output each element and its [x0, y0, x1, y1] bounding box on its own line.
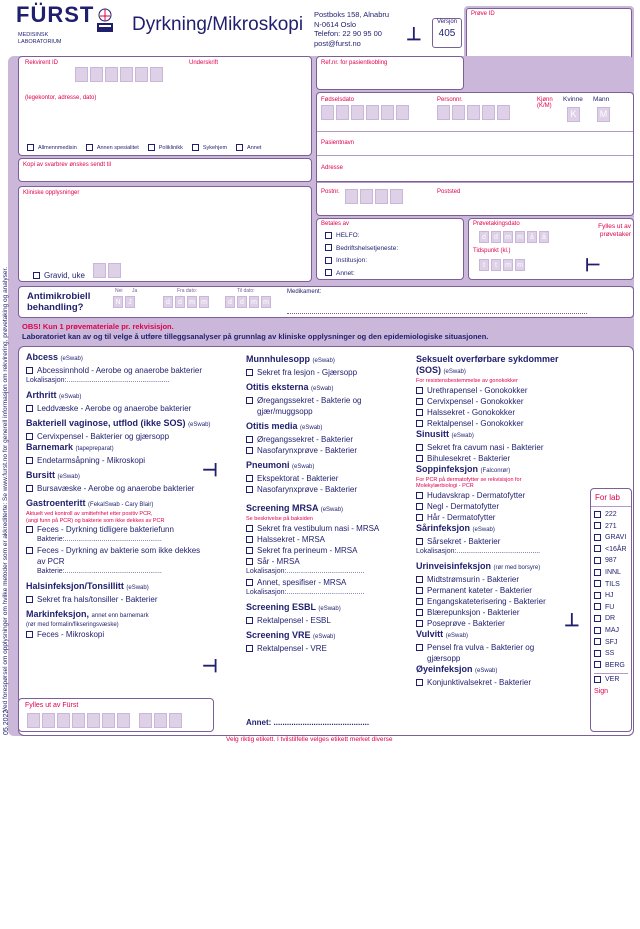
seal-icon	[94, 6, 116, 36]
logo: FÜRST	[16, 2, 95, 27]
notice: OBS! Kun 1 prøvemateriale pr. rekvisisjon. Laboratoriet kan av og til velge å utføre tilleggsanalyser på grunnlag av kliniske opplysninger og den epidemiologiske situasjonen.	[22, 322, 489, 341]
version-box: Versjon 405	[432, 18, 462, 48]
section-esbl: Screening ESBL (eSwab) Rektalpensel - ESBL	[246, 601, 341, 625]
section-sinusitt: Sinusitt (eSwab) Sekret fra cavum nasi - Bakterier Bihulesekret - Bakterier	[416, 428, 544, 463]
section-markinfeksjon: Markinfeksjon, annet enn barnemark (rør med formalin/fikseringsvæske) Feces - Mikroskopi	[26, 609, 149, 639]
tee-mark-icon: ⊣	[202, 460, 218, 480]
header	[0, 0, 640, 60]
payment-other[interactable]: Annet:	[325, 268, 398, 281]
section-vulvitt: Vulvitt (eSwab) Pensel fra vulva - Bakterier og gjærsopp	[416, 628, 535, 663]
section-arthritt: Arthritt (eSwab) Leddvæske - Aerobe og anaerobe bakterier	[26, 390, 192, 413]
section-abcess: Abcess (eSwab) Abcessinnhold - Aerobe og anaerobe bakterier Lokalisasjon:.....................................................	[26, 352, 246, 386]
antimicrobial-box: Antimikrobiell behandling? Nei Ja N J Fra dato: d d m m Til dato: d d m m Medikament:	[18, 286, 634, 318]
column-3	[416, 354, 586, 688]
for-lab-box: For lab 222 271 GRAVI <16ÅR 987 INNL TILS HJ FU DR MAJ SFJ SS BERG VER Sign	[590, 488, 632, 732]
section-halsinfeksjon: Halsinfeksjon/Tonsillitt (eSwab) Sekret fra hals/tonsiller - Bakterier	[26, 581, 158, 604]
section-oyeinfeksjon: Øyeinfeksjon (eSwab) Konjunktivalsekret - Bakterier	[416, 663, 532, 687]
payment-box: Betales av HELFO: Bedriftshelsetjeneste: Institusjon: Annet:	[316, 218, 464, 280]
sampling-time-cells[interactable]: t t m m	[479, 259, 525, 271]
male-box[interactable]: M	[597, 107, 610, 122]
section-sarinfeksjon: Sårinfeksjon (eSwab) Sårsekret - Bakterier Lokalisasjon:...........................................	[416, 522, 541, 555]
lab-address: Postboks 158, Alnabru N-0614 Oslo Telefon: 22 90 95 00 post@furst.no	[314, 10, 390, 48]
patient-box: Fødselsdato Personnr. Kjønn (K/M) Kvinne Mann K M Pasientnavn Adresse	[316, 92, 634, 182]
tee-mark-icon: ⊣	[202, 656, 218, 676]
payment-helfo[interactable]: HELFO:	[325, 230, 398, 243]
dob-cells[interactable]	[321, 105, 409, 120]
other-analysis-field[interactable]: Annet: ...........................................	[246, 718, 370, 727]
section-vre: Screening VRE (eSwab) Rektalpensel - VRE	[246, 629, 336, 653]
date-code: 05.2022	[3, 709, 10, 735]
section-otitis-eksterna: Otitis eksterna (eSwab) Øregangssekret - Bakterie og gjær/muggsopp	[246, 382, 362, 416]
logo-subtitle: MEDISINSK LABORATORIUM	[18, 32, 62, 45]
section-munnhulesopp: Munnhulesopp (eSwab) Sekret fra lesjon - Gjærsopp	[246, 354, 358, 377]
medication-field[interactable]: Medikament:	[287, 289, 322, 295]
postal-box[interactable]: Postnr. Poststed	[316, 182, 634, 216]
sample-id-box[interactable]: Prøve ID	[466, 8, 632, 92]
section-urinvei: Urinveisinfeksjon (rør med borsyre) Midtstrømsurin - Bakterier Permanent kateter - Bakterier Engangskateterisering - Bakterier Blærepunksjon - Bakterier Poseprøve - Bakterier	[416, 560, 546, 628]
tee-mark-icon: ⊢	[585, 255, 601, 275]
payment-institution[interactable]: Institusjon:	[325, 255, 398, 268]
label-note: Velg riktig etikett. I tvilstilfelle velges etikett merket diverse	[226, 736, 393, 743]
filled-by-box: Fylles ut av Fürst	[18, 698, 214, 732]
side-text: Ved forespørsel om opplysninger om hvilke metoder som er akkrediterte: Se www.furst.no for generell informasjon om rekvirering, prøvetaking og analyser.	[2, 266, 9, 712]
check-abcess[interactable]: Abcessinnhold - Aerobe og anaerobe bakterier	[26, 365, 246, 376]
requester-type-options: Allmennmedisin Annen spesialitet Poliklinikk Sykehjem Annet	[27, 144, 261, 151]
sampling-box: Prøvetakingsdato d d m m å å Tidspunkt (kl.) t t m m Fylles ut av prøvetaker ⊢	[468, 218, 634, 280]
antimicrobial-yes-no[interactable]: N J	[113, 296, 135, 308]
page-title: Dyrkning/Mikroskopi	[132, 14, 304, 35]
tee-mark-icon: ⊥	[564, 610, 580, 630]
personnr-cells[interactable]	[437, 105, 510, 120]
section-bursitt: Bursitt (eSwab) Bursavæske - Aerobe og anaerobe bakterier	[26, 470, 195, 493]
section-sos: Seksuelt overførbare sykdommer (SOS) (eSwab) For resistensbestemmelse av gonokokker Urethrapensel - Gonokokker Cervixpensel - Gonokokker Halssekret - Gonokokker Rektalpensel - Gonokokker	[416, 354, 559, 428]
column-2	[246, 354, 416, 654]
tee-mark-icon: ⊥	[406, 24, 422, 44]
section-mrsa: Screening MRSA (eSwab) Se beskrivelse på baksiden Sekret fra vestibulum nasi - MRSA Halssekret - MRSA Sekret fra perineum - MRSA Sår - MRSA Lokalisasjon:........................................ Annet, spesifiser - MRSA Lokalisasjon:........................................	[246, 503, 380, 596]
copy-to-box[interactable]: Kopi av svarbrev ønskes sendt til	[18, 158, 312, 182]
pregnant-option[interactable]: Gravid, uke	[33, 271, 85, 280]
fill-note: Fylles ut av prøvetaker	[598, 223, 631, 238]
section-vaginose: Bakteriell vaginose, utflod (ikke SOS) (eSwab) Cervixpensel - Bakterier og gjærsopp	[26, 418, 211, 441]
payment-company[interactable]: Bedriftshelsetjeneste:	[325, 243, 398, 256]
requester-box[interactable]: Rekvirent ID Underskrift (legekontor, adresse, dato) Allmennmedisin Annen spesialitet Poliklinikk Sykehjem Annet	[18, 56, 312, 156]
column-1	[26, 352, 246, 640]
antimicrobial-from-date[interactable]: d d m m	[163, 296, 209, 308]
antimicrobial-to-date[interactable]: d d m m	[225, 296, 271, 308]
section-otitis-media: Otitis media (eSwab) Øregangssekret - Bakterier Nasofarynxprøve - Bakterier	[246, 421, 358, 455]
reference-box[interactable]: Ref.nr. for pasientkobling	[316, 56, 464, 90]
sampling-date-cells[interactable]: d d m m å å	[479, 231, 549, 243]
clinical-info-box[interactable]: Kliniske opplysninger Gravid, uke	[18, 186, 312, 282]
female-box[interactable]: K	[567, 107, 580, 122]
section-pneumoni: Pneumoni (eSwab) Ekspektorat - Bakterier Nasofarynxprøve - Bakterier	[246, 460, 358, 494]
section-gastroenteritt: Gastroenteritt (FekalSwab - Cary Blair) Aktuelt ved kontroll av smittefrihet etter positiv PCR, (angi funn på PCR) og bakterie som ikke dekkes av PCR Feces - Dyrkning tidligere bakteriefunn Bakterie:.................................................. Feces - Dyrkning av bakterie som ikke dekkes av PCR Bakterie:..................................................	[26, 498, 201, 575]
section-sopp: Soppinfeksjon (Falconrør) For PCR på dermatofytter se rekvisisjon for Molekylærbiologi - PCR Hudavskrap - Dermatofytter Negl - Dermatofytter Hår - Dermatofytter	[416, 463, 526, 522]
requester-id-cells[interactable]	[75, 67, 163, 82]
section-barnemark: Barnemark (tapepreparat) Endetarmsåpning - Mikroskopi	[26, 442, 146, 465]
